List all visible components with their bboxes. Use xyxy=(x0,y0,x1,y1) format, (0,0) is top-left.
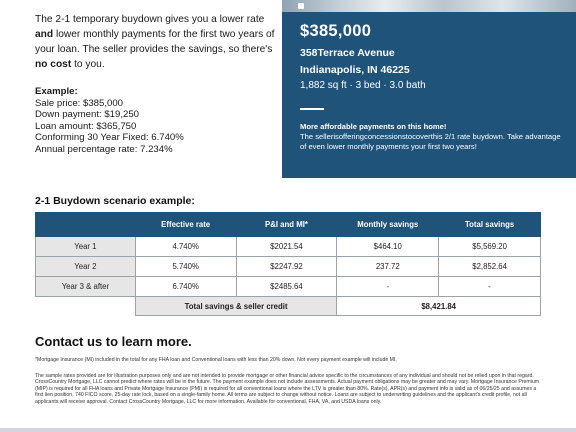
header-pi-mi: P&I and MI* xyxy=(236,213,337,237)
example-apr: Annual percentage rate: 7.234% xyxy=(35,143,173,155)
page-bottom-edge xyxy=(0,428,576,432)
cell-rate: 6.740% xyxy=(135,277,236,297)
example-title: Example: xyxy=(35,86,78,97)
cell-rate: 4.740% xyxy=(135,237,236,257)
table-header-row xyxy=(36,213,541,237)
example-down-payment: Down payment: $19,250 xyxy=(35,109,139,120)
listing-specs: 1,882 sq ft · 3 bed · 3.0 bath xyxy=(300,80,426,91)
table-row xyxy=(36,257,541,277)
cell-monthly: - xyxy=(337,277,439,297)
mi-footnote: *Mortgage Insurance (MI) included in the total for any FHA loan and Conventional loans with less than 20% down. Not every payment example will include MI. xyxy=(35,357,397,363)
contact-heading: Contact us to learn more. xyxy=(35,334,192,349)
listing-address-line1: 358Terrace Avenue xyxy=(300,47,395,59)
header-monthly-savings: Monthly savings xyxy=(337,213,439,237)
cell-pi: $2021.54 xyxy=(236,237,337,257)
cell-monthly: $464.10 xyxy=(337,237,439,257)
header-effective-rate: Effective rate xyxy=(135,213,236,237)
promo-text: The sellerisofferingconcessionstocoverthis 2/1 rate buydown. Take advantage of even lower monthly payments your first two years! xyxy=(300,132,561,151)
header-blank xyxy=(36,213,136,237)
photo-marker-icon xyxy=(298,3,304,9)
total-row xyxy=(36,297,541,316)
example-loan-amount: Loan amount: $365,750 xyxy=(35,120,137,132)
header-total-savings: Total savings xyxy=(439,213,541,237)
cell-pi: $2247.92 xyxy=(236,257,337,277)
total-blank xyxy=(36,297,136,316)
cell-total: $2,852.64 xyxy=(439,257,541,277)
row-label: Year 2 xyxy=(36,257,136,277)
promo-title: More affordable payments on this home! xyxy=(300,122,447,131)
table-row xyxy=(36,237,541,257)
house-photo xyxy=(282,0,576,12)
listing-address-line2: Indianapolis, IN 46225 xyxy=(300,64,410,76)
intro-text-2: lower monthly payments for the first two years of your loan. The seller provides the savings, so there's xyxy=(35,29,275,55)
divider xyxy=(300,108,324,110)
example-rate: Conforming 30 Year Fixed: 6.740% xyxy=(35,132,184,143)
cell-monthly: 237.72 xyxy=(337,257,439,277)
buydown-table xyxy=(35,212,541,316)
example-sale-price: Sale price: $385,000 xyxy=(35,97,124,109)
table-row xyxy=(36,277,541,297)
intro-bold-no-cost: no cost xyxy=(35,59,72,70)
intro-bold-and: and xyxy=(35,29,54,40)
intro-text-1: The 2-1 temporary buydown gives you a lower rate xyxy=(35,14,265,25)
cell-rate: 5.740% xyxy=(135,257,236,277)
cell-total: $5,569.20 xyxy=(439,237,541,257)
intro-paragraph xyxy=(35,12,275,72)
cell-total: - xyxy=(439,277,541,297)
total-value: $8,421.84 xyxy=(337,297,541,316)
example-block xyxy=(35,86,275,155)
row-label: Year 1 xyxy=(36,237,136,257)
total-label: Total savings & seller credit xyxy=(135,297,337,316)
listing-panel xyxy=(282,0,576,178)
legal-disclaimer: The sample rates provided are for illustration purposes only and are not intended to provide mortgage or other financial advice specific to the circumstances of any individual and should not be relied upon in that regard. CrossCountry Mortgage, LLC cannot predict where rates will be in the future. The payment example does not include assessments. Actual payment obligations may be greater and may vary. Mortgage Insurance Premium (MIP) is required for all FHA loans and Private Mortgage Insurance (PMI) is required for all conventional loans where the LTV is greater than 80%. Rate(s), APR(s) and payment info is valid as of 06/25/25 and assumes a first lien position, 740 FICO score, 25-day rate lock, based on a single-family home. All terms are subject to change without notice. Loans are subject to underwriting guidelines and the applicant's credit profile, not all applicants will receive approval. Contact CrossCountry Mortgage, LLC for more information. Available for conventional, FHA, VA, and USDA loans only. xyxy=(35,373,540,405)
row-label: Year 3 & after xyxy=(36,277,136,297)
scenario-title: 2-1 Buydown scenario example: xyxy=(35,195,195,207)
intro-text-3: to you. xyxy=(71,59,105,70)
cell-pi: $2485.64 xyxy=(236,277,337,297)
listing-price: $385,000 xyxy=(300,22,372,40)
